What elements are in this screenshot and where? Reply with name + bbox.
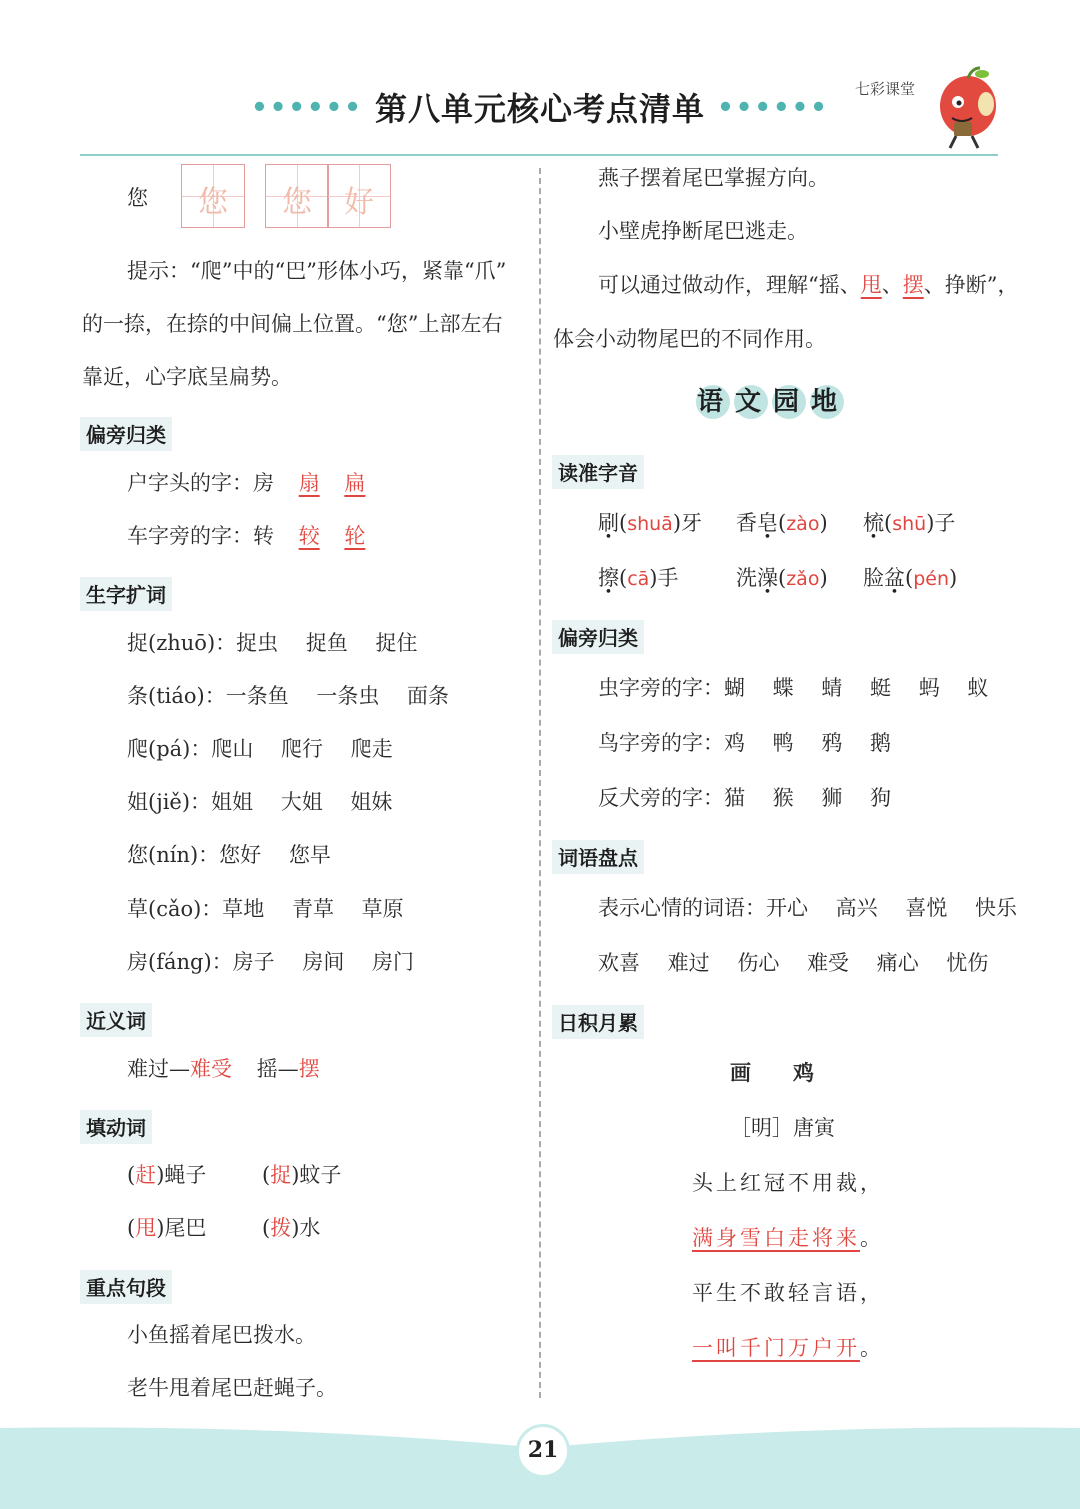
word-row: 您(nín)：您好 您早 [127,843,331,867]
title-dots-right: •••••• [717,93,829,123]
brand-label: 七彩课堂 [855,80,916,98]
section-synonyms: 近义词 [80,1003,152,1037]
pron-pinyin: cā [627,568,650,590]
tip-highlight: 摆 [902,273,924,297]
pron-char: 脸 [863,566,884,590]
pron-item: 刷(shuā)牙 [598,511,703,535]
key-sentence: 小鱼摇着尾巴拨水。 [127,1323,316,1347]
section-radicals-left: 偏旁归类 [80,417,172,451]
verb-object: 水 [299,1216,321,1240]
key-sentence: 燕子摆着尾巴掌握方向。 [598,166,829,190]
verb-answer: 赶 [135,1163,157,1187]
title-text: 第八单元核心考点清单 [374,90,705,128]
pron-char: 牙 [681,511,703,535]
title-dots-left: •••••• [251,93,363,123]
pron-char: 手 [657,566,679,590]
poem-line: 平生不敢轻言语， [692,1281,884,1305]
radical-row: 虫字旁的字：蝴 蝶 蜻 蜓 蚂 蚁 [598,676,989,700]
synonym-answer: 难受 [190,1057,232,1081]
garden-char: 文 [734,387,767,417]
pron-char: 洗 [736,566,757,590]
verb-item: (赶)蝇子 [127,1163,207,1187]
section-word-review: 词语盘点 [552,840,644,874]
section-words-left: 生字扩词 [80,577,172,611]
poem-line [692,1335,884,1361]
tip-text: 、挣断”， [923,273,1019,297]
tip-text: 、 [881,273,903,297]
verb-item: (甩)尾巴 [127,1216,207,1240]
tip-line: 体会小动物尾巴的不同作用。 [553,327,826,351]
write-label: 您 [127,186,148,210]
radical-row [127,523,365,549]
radical-row [127,470,365,496]
writing-grid-3 [327,164,391,228]
word-row: 姐(jiě)：姐姐 大姐 姐妹 [127,790,393,814]
radical-answer: 扁 [344,471,366,495]
radical-answer: 轮 [344,524,366,548]
garden-char: 地 [810,387,843,417]
column-divider [539,168,541,1398]
poem-author: ［明］唐寅 [730,1116,835,1140]
tip-line-3: 靠近，心字底呈扁势。 [82,365,292,389]
poem-answer: 一叫千门万户开 [692,1336,860,1360]
pron-item: 擦(cā)手 [598,566,679,590]
pron-dotted-char: 澡 [757,566,778,590]
pron-dotted-char: 擦 [598,566,619,590]
header-divider [80,154,998,156]
pron-item: 香皂(zào) [736,511,828,535]
grid-char: 您 [282,185,312,220]
garden-heading [690,385,850,419]
pron-char: 香 [736,511,757,535]
verb-answer: 捉 [270,1163,292,1187]
radical-row: 反犬旁的字：猫 猴 狮 狗 [598,786,892,810]
tip-line-2: 的一捺，在捺的中间偏上位置。“您”上部左右 [82,312,503,336]
pron-pinyin: zào [786,513,820,535]
poem-punct: 。 [860,1336,884,1360]
poem-line [692,1225,884,1251]
poem-title: 画 鸡 [730,1060,814,1085]
verb-answer: 拨 [270,1216,292,1240]
synonym-word: 难过— [127,1057,190,1081]
section-pronunciation: 读准字音 [552,455,644,489]
word-row: 捉(zhuō)：捉虫 捉鱼 捉住 [127,631,418,655]
writing-grid-2 [265,164,329,228]
verb-answer: 甩 [135,1216,157,1240]
radical-answer: 扇 [298,471,320,495]
synonym-row [127,1056,320,1082]
key-sentence: 老牛甩着尾巴赶蝇子。 [127,1376,337,1400]
poem-answer: 满身雪白走将来 [692,1226,860,1250]
page-number: 21 [516,1424,570,1478]
tip-highlight: 甩 [860,273,882,297]
pron-item: 梳(shū)子 [863,511,956,535]
tip-text: 可以通过做动作，理解“摇、 [598,273,861,297]
pron-dotted-char: 刷 [598,511,619,535]
pron-dotted-char: 皂 [757,511,778,535]
pron-item: 洗澡(zǎo) [736,566,828,590]
synonym-word: 摇— [256,1057,299,1081]
verb-object: 蚊子 [299,1163,342,1187]
word-review-row: 表示心情的词语：开心 高兴 喜悦 快乐 [598,896,1018,920]
grid-char: 您 [198,185,228,220]
tip-line-1: 提示：“爬”中的“巴”形体小巧，紧靠“爪” [127,259,507,283]
verb-item: (拨)水 [262,1216,321,1240]
garden-char: 园 [772,387,805,417]
radical-row: 鸟字旁的字：鸡 鸭 鸦 鹅 [598,731,892,755]
verb-object: 蝇子 [164,1163,207,1187]
tip-line [598,272,1019,298]
garden-char: 语 [696,387,729,417]
apple-mascot-icon [928,66,1004,150]
poem-punct: 。 [860,1226,884,1250]
pron-char: 子 [934,511,956,535]
word-review-row: 欢喜 难过 伤心 难受 痛心 忧伤 [598,951,989,975]
synonym-answer: 摆 [298,1057,320,1081]
page-title [0,84,1080,130]
writing-grid-1 [181,164,245,228]
section-radicals-right: 偏旁归类 [552,620,644,654]
verb-item: (捉)蚊子 [262,1163,342,1187]
pron-pinyin: pén [913,568,949,590]
pron-pinyin: shuā [627,513,673,535]
grid-char: 好 [344,185,374,220]
pron-pinyin: shū [892,513,927,535]
verb-object: 尾巴 [164,1216,207,1240]
pron-dotted-char: 盆 [884,566,905,590]
word-row: 条(tiáo)：一条鱼 一条虫 面条 [127,684,450,708]
pron-dotted-char: 梳 [863,511,884,535]
key-sentence: 小壁虎挣断尾巴逃走。 [598,219,808,243]
pron-pinyin: zǎo [786,568,820,590]
poem-line: 头上红冠不用裁， [692,1171,884,1195]
section-key-sentences: 重点句段 [80,1270,172,1304]
word-row: 房(fáng)：房子 房间 房门 [127,950,414,974]
word-row: 爬(pá)：爬山 爬行 爬走 [127,737,393,761]
radical-label: 车字旁的字：转 [127,524,274,548]
word-row: 草(cǎo)：草地 青草 草原 [127,897,404,921]
section-daily-accumulation: 日积月累 [552,1005,644,1039]
radical-answer: 较 [298,524,320,548]
radical-label: 户字头的字：房 [127,471,274,495]
section-verbs: 填动词 [80,1110,152,1144]
pron-item: 脸盆(pén) [863,566,958,590]
